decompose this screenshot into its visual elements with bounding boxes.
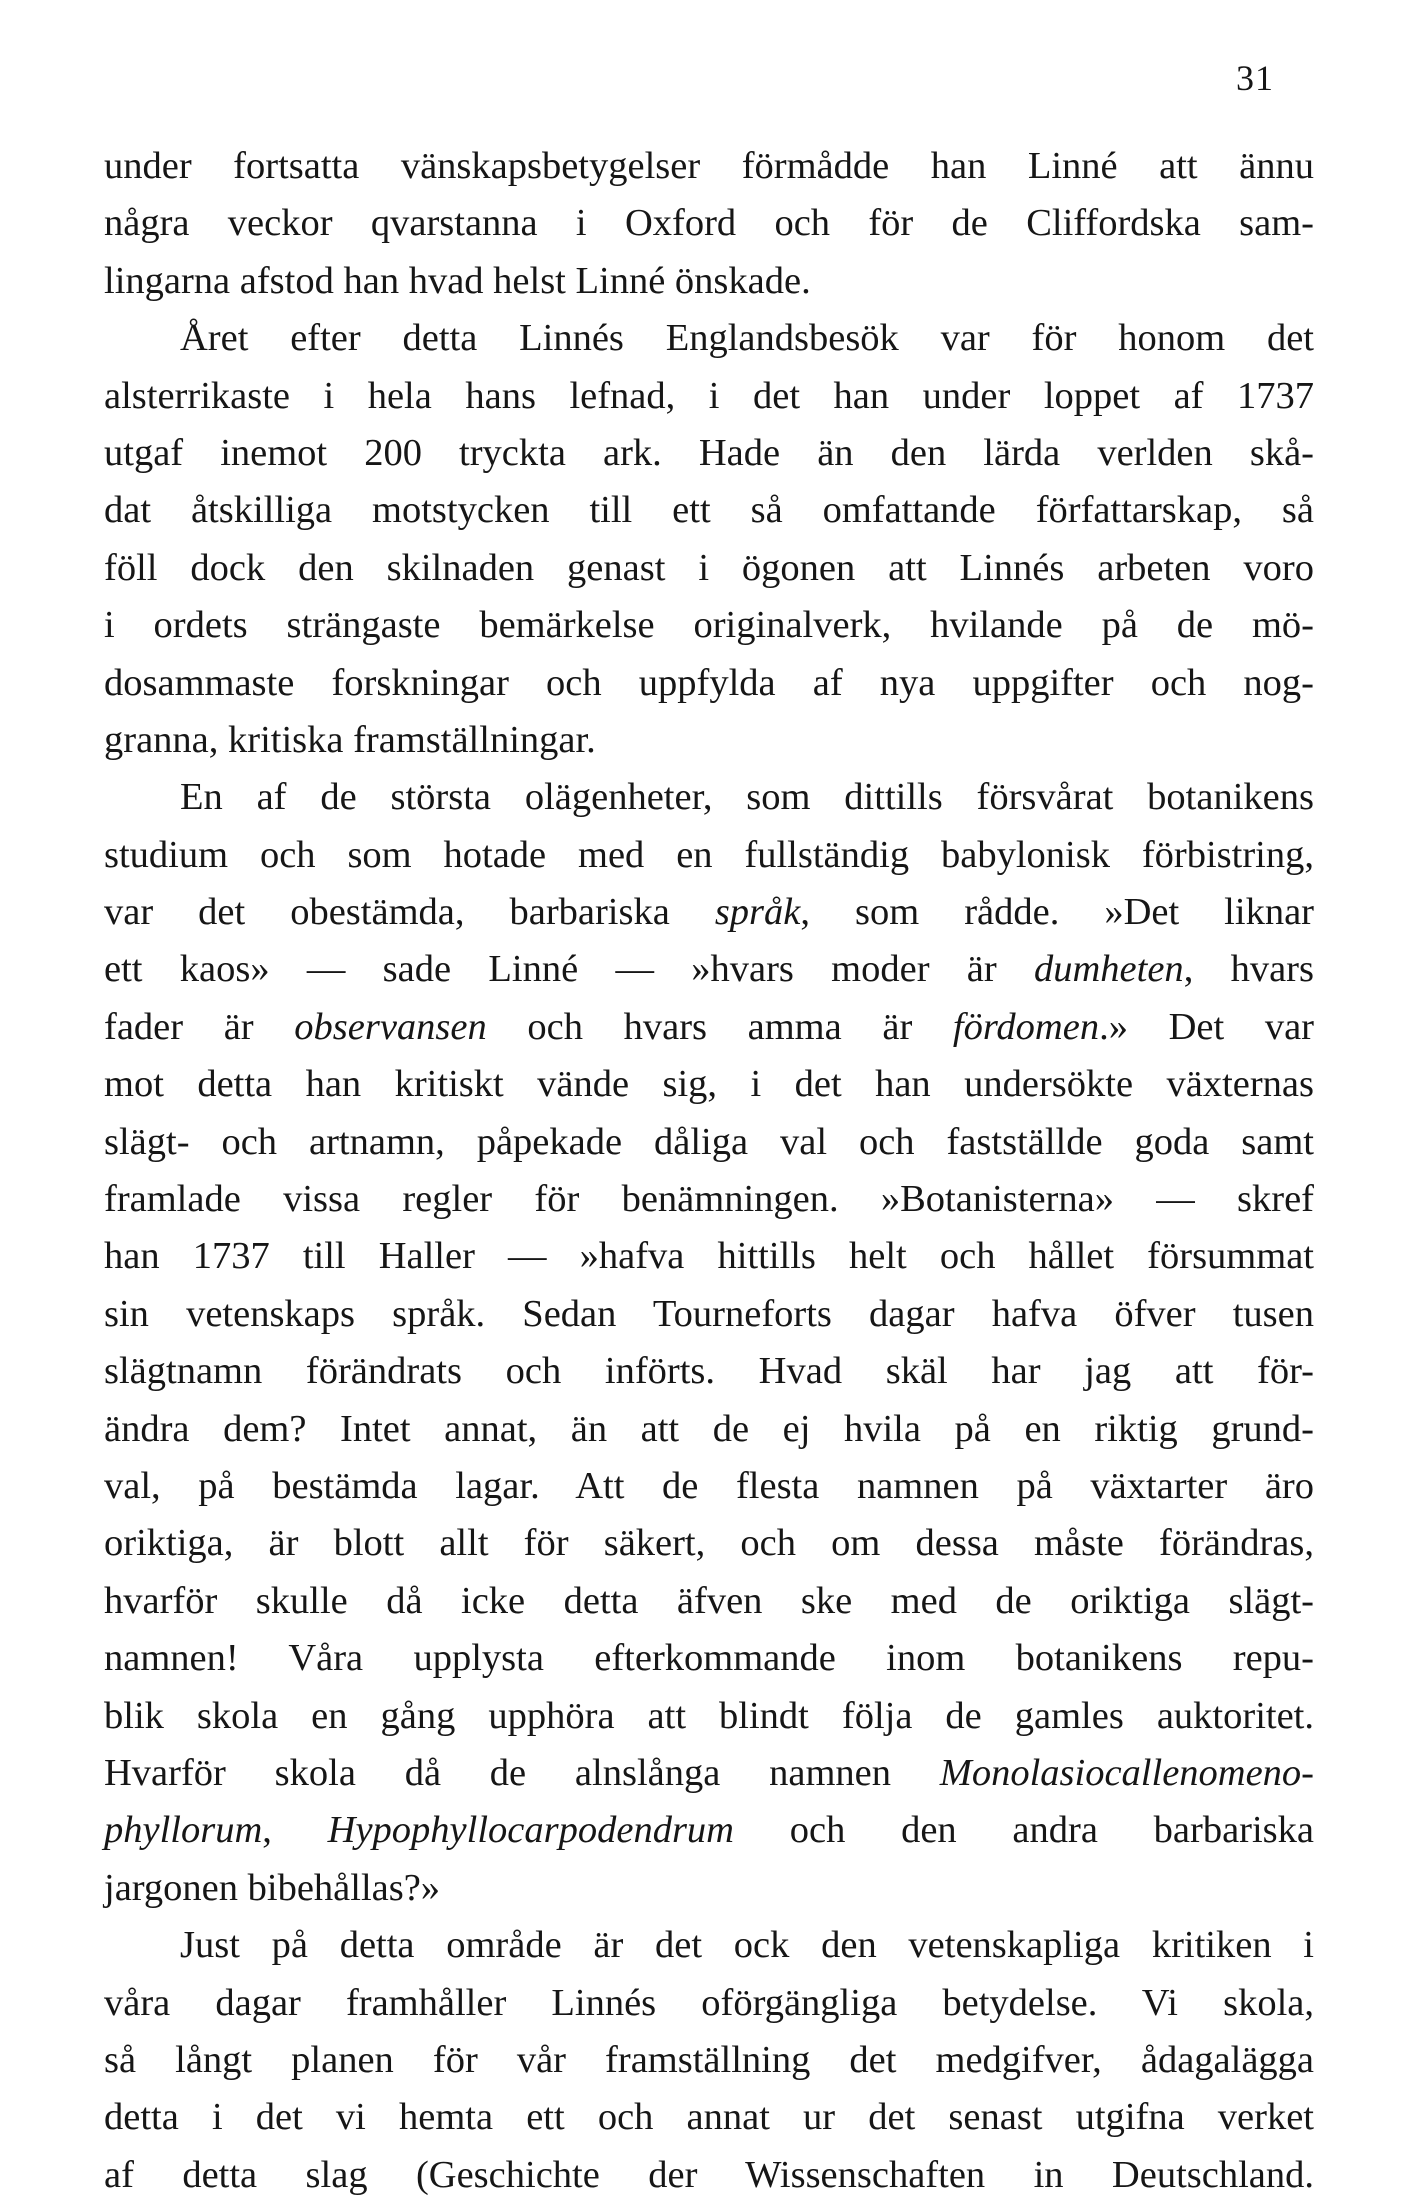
text-segment: slägtnamn förändrats och införts. Hvad skäl har jag att för- [104,1350,1314,1393]
text-line [104,1802,1314,1859]
text-line [104,941,1314,998]
text-line [104,1171,1314,1228]
text-line [104,1114,1314,1171]
text-segment: några veckor qvarstanna i Oxford och för de Cliffordska sam- [104,202,1314,245]
text-line [104,2147,1314,2204]
text-line [104,1745,1314,1802]
text-line [104,1286,1314,1343]
text-line [104,1917,1314,1974]
text-segment: Året efter detta Linnés Englandsbesök var för honom det [180,317,1314,360]
text-segment: sin vetenskaps språk. Sedan Tourneforts dagar hafva öfver tusen [104,1292,1314,1335]
text-line [104,368,1314,425]
text-segment: mot detta han kritiskt vände sig, i det han undersökte växternas [104,1063,1314,1106]
text-segment: lingarna afstod han hvad helst Linné önskade. [104,259,811,302]
text-segment: slägt- och artnamn, påpekade dåliga val och fastställde goda samt [104,1120,1314,1163]
text-segment: blik skola en gång upphöra att blindt följa de gamles auktoritet. [104,1694,1314,1737]
text-line [104,655,1314,712]
text-segment: så långt planen för vår framställning det medgifver, ådagalägga [104,2038,1314,2081]
italic-text-segment: Hypophyllocarpodendrum [327,1809,734,1852]
text-line [104,425,1314,482]
text-segment: och hvars amma är [486,1005,953,1048]
text-segment: , som rådde. »Det liknar [800,891,1314,934]
text-segment: ändra dem? Intet annat, än att de ej hvila på en riktig grund- [104,1407,1314,1450]
text-segment: framlade vissa regler för benämningen. »Botanisterna» — skref [104,1178,1314,1221]
text-segment: var det obestämda, barbariska [104,891,715,934]
text-segment: ett kaos» — sade Linné — »hvars moder är [104,948,1034,991]
text-line [104,1688,1314,1745]
text-segment: jargonen bibehållas?» [104,1866,441,1909]
text-line [104,999,1314,1056]
text-line [104,1630,1314,1687]
text-line [104,1343,1314,1400]
text-segment: namnen! Våra upplysta efterkommande inom botanikens repu- [104,1637,1314,1680]
text-line [104,1458,1314,1515]
text-segment: hvarför skulle då icke detta äfven ske med de oriktiga slägt- [104,1579,1314,1622]
text-line [104,1975,1314,2032]
italic-text-segment: observansen [294,1005,487,1048]
text-segment: granna, kritiska framställningar. [104,718,596,761]
text-line [104,253,1314,310]
text-line [104,1401,1314,1458]
text-segment: studium och som hotade med en fullständig babylonisk förbistring, [104,833,1314,876]
text-segment: Hvarför skola då de alnslånga namnen [104,1751,940,1794]
text-line [104,597,1314,654]
italic-text-segment: språk [714,891,801,934]
text-line [104,2089,1314,2146]
text-segment: föll dock den skilnaden genast i ögonen att Linnés arbeten voro [104,546,1314,589]
text-line [104,769,1314,826]
text-segment: En af de största olägenheter, som dittills försvårat botanikens [180,776,1314,819]
text-line [104,540,1314,597]
text-segment: .» Det var [1099,1005,1314,1048]
page-number: 31 [1236,58,1274,98]
text-line [104,138,1314,195]
italic-text-segment: dumheten [1034,948,1184,991]
text-segment: fader är [104,1005,295,1048]
text-line [104,1228,1314,1285]
text-line [104,310,1314,367]
italic-text-segment: Monolasiocallenomeno- [939,1751,1314,1794]
text-segment: af detta slag (Geschichte der Wissenschaften in Deutschland. [104,2153,1314,2196]
text-line [104,195,1314,252]
text-line [104,1860,1314,1917]
text-line [104,1573,1314,1630]
text-line [104,712,1314,769]
italic-text-segment: fördomen [952,1005,1100,1048]
text-line [104,827,1314,884]
text-segment: dosammaste forskningar och uppfylda af nya uppgifter och nog- [104,661,1314,704]
text-segment: detta i det vi hemta ett och annat ur det senast utgifna verket [104,2096,1314,2139]
text-segment: och den andra barbariska [733,1809,1314,1852]
text-segment: dat åtskilliga motstycken till ett så omfattande författarskap, så [104,489,1314,532]
text-segment: , hvars [1183,948,1314,991]
italic-text-segment: phyllorum [104,1809,263,1852]
text-segment: Just på detta område är det ock den vetenskapliga kritiken i [180,1924,1314,1967]
text-segment: under fortsatta vänskapsbetygelser förmådde han Linné att ännu [104,145,1314,187]
text-segment: , [262,1809,328,1852]
text-line [104,482,1314,539]
text-segment: han 1737 till Haller — »hafva hittills helt och hållet försummat [104,1235,1314,1278]
text-segment: utgaf inemot 200 tryckta ark. Hade än den lärda verlden skå- [104,431,1314,474]
text-segment: i ordets strängaste bemärkelse originalverk, hvilande på de mö- [104,604,1314,647]
text-segment: oriktiga, är blott allt för säkert, och om dessa måste förändras, [104,1522,1314,1565]
text-line [104,1515,1314,1572]
body-text [104,138,1314,2204]
text-line [104,884,1314,941]
text-segment: våra dagar framhåller Linnés oförgängliga betydelse. Vi skola, [104,1981,1314,2024]
text-segment: alsterrikaste i hela hans lefnad, i det han under loppet af 1737 [104,374,1314,417]
text-segment: val, på bestämda lagar. Att de flesta namnen på växtarter äro [104,1464,1314,1507]
text-line [104,1056,1314,1113]
text-line [104,2032,1314,2089]
